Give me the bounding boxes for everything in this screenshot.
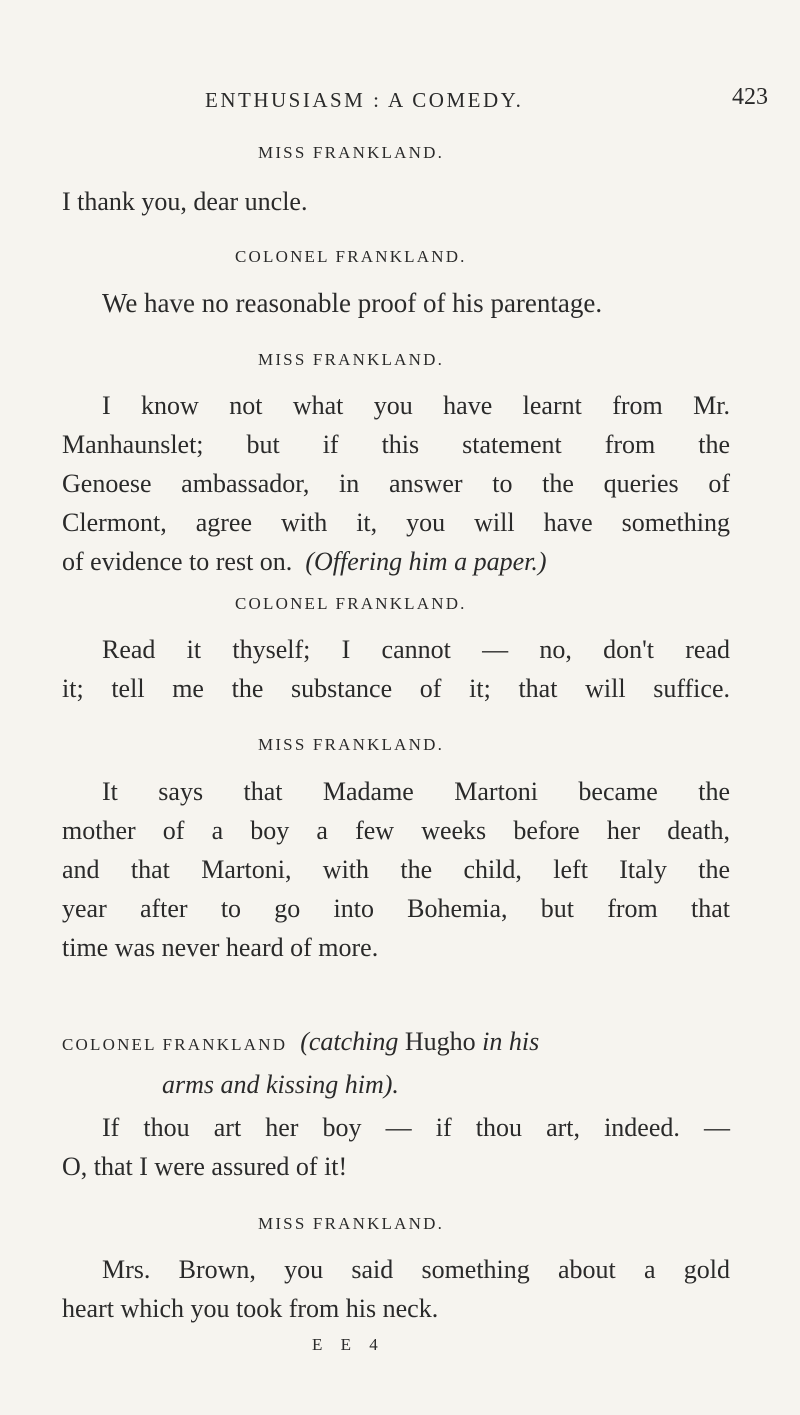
- dialogue-line: Mrs. Brown, you said something about a gold: [102, 1255, 730, 1284]
- dialogue-line: heart which you took from his neck.: [62, 1294, 439, 1323]
- dialogue-line: Clermont, agree with it, you will have something: [62, 508, 730, 537]
- dialogue-line: We have no reasonable proof of his parentage.: [102, 288, 603, 318]
- dialogue-line: and that Martoni, with the child, left Italy the: [62, 855, 730, 884]
- dialogue-paragraph: [62, 182, 730, 221]
- speaker-name: COLONEL FRANKLAND: [62, 1035, 288, 1054]
- dialogue-line: Manhaunslet; but if this statement from the: [62, 430, 730, 459]
- dialogue-line: time was never heard of more.: [62, 933, 379, 962]
- speaker-with-direction: [62, 1022, 539, 1105]
- stage-direction: arms and kissing him).: [162, 1070, 399, 1099]
- dialogue-text: of evidence to rest on.: [62, 547, 293, 576]
- speaker-name: MISS FRANKLAND.: [258, 143, 445, 162]
- character-name: Hugho: [404, 1027, 476, 1056]
- dialogue-paragraph: [62, 772, 730, 967]
- dialogue-paragraph: [62, 386, 730, 581]
- dialogue-line: I thank you, dear uncle.: [62, 187, 308, 216]
- dialogue-paragraph: [62, 1108, 730, 1186]
- running-title: ENTHUSIASM : A COMEDY.: [205, 88, 524, 112]
- speaker-name: COLONEL FRANKLAND.: [235, 594, 467, 613]
- dialogue-paragraph: [62, 630, 730, 708]
- dialogue-line: it; tell me the substance of it; that will suffice.: [62, 674, 730, 703]
- dialogue-line: Read it thyself; I cannot — no, don't read: [102, 635, 730, 664]
- dialogue-paragraph: [62, 1250, 730, 1328]
- speaker-name: COLONEL FRANKLAND.: [235, 247, 467, 266]
- stage-direction: in his: [482, 1027, 540, 1056]
- dialogue-line: I know not what you have learnt from Mr.: [102, 391, 730, 420]
- speaker-name: MISS FRANKLAND.: [258, 350, 445, 369]
- speaker-name: MISS FRANKLAND.: [258, 735, 445, 754]
- dialogue-line: If thou art her boy — if thou art, indeed. —: [102, 1113, 730, 1142]
- stage-direction: (catching: [300, 1027, 399, 1056]
- signature-mark: E E 4: [312, 1335, 385, 1354]
- dialogue-line: year after to go into Bohemia, but from that: [62, 894, 730, 923]
- speaker-name: MISS FRANKLAND.: [258, 1214, 445, 1233]
- dialogue-line: mother of a boy a few weeks before her death,: [62, 816, 730, 845]
- dialogue-line: It says that Madame Martoni became the: [102, 777, 730, 806]
- stage-direction: (Offering him a paper.): [305, 547, 547, 576]
- dialogue-paragraph: [62, 284, 730, 323]
- dialogue-line: Genoese ambassador, in answer to the queries of: [62, 469, 730, 498]
- page-number: 423: [732, 84, 768, 110]
- dialogue-line: O, that I were assured of it!: [62, 1152, 348, 1181]
- dialogue-line: [62, 542, 730, 581]
